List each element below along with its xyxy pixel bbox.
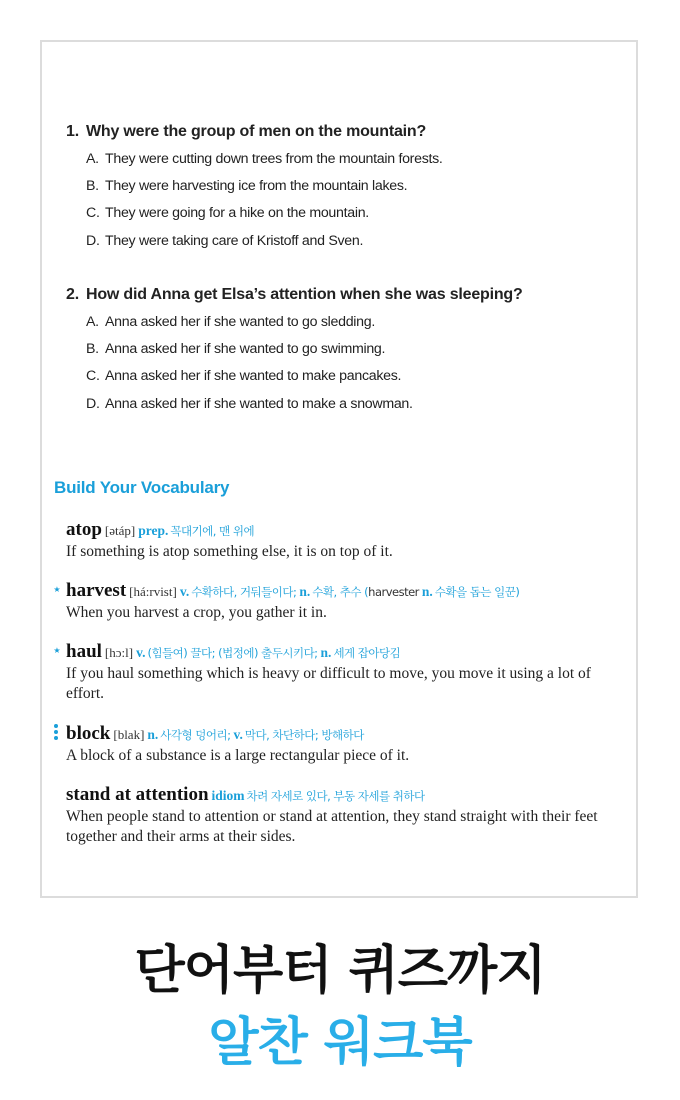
vocab-entry-haul: ★ haul [hɔ:l] v. (힘들여) 끌다; (법정에) 출두시키다; n. 세게 잡아당김 If you haul something which is heavy or difficult to move, you move it using a lot of effort. — [66, 640, 631, 704]
vocab-word: stand at attention — [66, 784, 209, 805]
vocab-word: haul — [66, 641, 102, 662]
answer-option: B. Anna asked her if she wanted to go swimming. — [86, 341, 386, 358]
workbook-page — [40, 40, 638, 898]
answer-option: D. They were taking care of Kristoff and Sven. — [86, 232, 364, 249]
star-icon: ★ — [53, 585, 61, 594]
answer-option: D. Anna asked her if she wanted to make a snowman. — [86, 395, 413, 412]
vocab-entry-atop: atop [ətáp] prep. 꼭대기에, 맨 위에 If something is atop something else, it is on top of it. — [66, 518, 631, 562]
vocab-entry-harvest: ★ harvest [há:rvist] v. 수확하다, 거둬들이다; n. 수확, 추수 (harvester n. 수확을 돕는 일꾼) When you harvest a crop, you gather it in. — [66, 579, 631, 623]
answer-option: C. They were going for a hike on the mountain. — [86, 205, 369, 222]
vocab-definition: When people stand to attention or stand at attention, they stand straight with their feet together and their arms at their sides. — [66, 808, 598, 845]
dots-icon — [54, 724, 59, 742]
pronunciation: [ətáp] — [104, 523, 136, 538]
question-title: 2. How did Anna get Elsa’s attention when she was sleeping? — [66, 286, 523, 303]
vocab-entry-stand-at-attention: stand at attention idiom 차려 자세로 있다, 부동 자세를 취하다 When people stand to attention or stand at attention, they stand straight with their feet together and their arms at their sides. — [66, 783, 631, 847]
answer-option: A. Anna asked her if she wanted to go sledding. — [86, 314, 375, 330]
quiz-question-2 — [66, 281, 523, 418]
vocabulary-heading: Build Your Vocabulary — [54, 478, 230, 497]
answer-option: A. They were cutting down trees from the mountain forests. — [86, 151, 443, 167]
promo-subheadline: 알찬 워크북 — [208, 1013, 472, 1073]
vocab-definition: If something is atop something else, it is on top of it. — [66, 543, 393, 560]
quiz-question-1 — [66, 118, 443, 255]
pronunciation: [há:rvist] — [129, 584, 177, 599]
pronunciation: [hɔ:l] — [104, 645, 134, 660]
vocab-word: atop — [66, 519, 102, 540]
star-icon: ★ — [53, 646, 61, 655]
vocab-definition: If you haul something which is heavy or difficult to move, you move it using a lot of effort. — [66, 665, 591, 702]
promo-headline: 단어부터 퀴즈까지 — [134, 941, 546, 1001]
vocab-definition: When you harvest a crop, you gather it in. — [66, 604, 327, 621]
answer-option: B. They were harvesting ice from the mountain lakes. — [86, 178, 408, 195]
vocab-definition: A block of a substance is a large rectangular piece of it. — [66, 747, 410, 764]
question-title: 1. Why were the group of men on the mountain? — [66, 123, 427, 140]
vocab-word: block — [66, 723, 111, 744]
pronunciation: [blak] — [113, 727, 145, 742]
answer-option: C. Anna asked her if she wanted to make pancakes. — [86, 368, 402, 385]
korean-meaning: 꼭대기에, 맨 위에 — [170, 524, 255, 538]
vocab-word: harvest — [66, 580, 127, 601]
vocab-entry-block: block [blak] n. 사각형 덩어리; v. 막다, 차단하다; 방해하다 A block of a substance is a large rectangular piece of it. — [66, 722, 631, 766]
